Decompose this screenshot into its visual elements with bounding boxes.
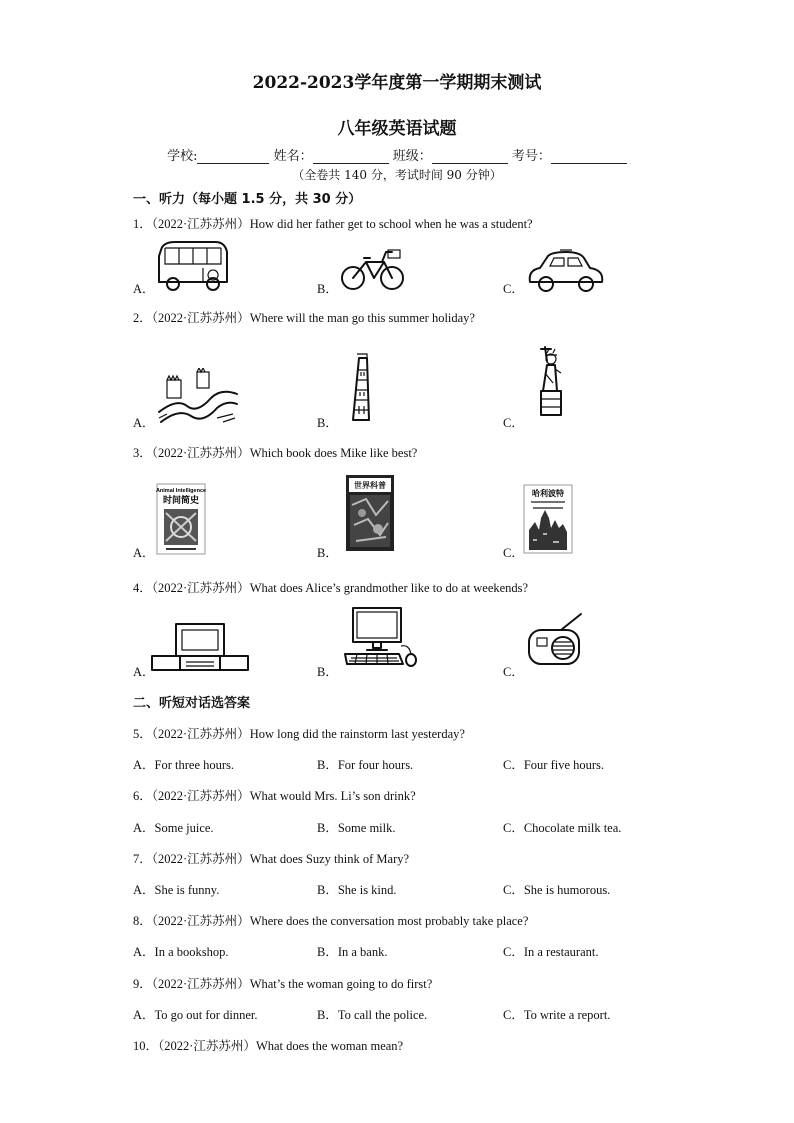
- option-letter: A．: [133, 758, 155, 772]
- book-1-title-en: Animal Intelligence: [156, 488, 206, 494]
- book-3-title: 哈利波特: [532, 489, 564, 498]
- option-text: Chocolate milk tea.: [523, 821, 622, 835]
- option-b-label[interactable]: B．: [317, 665, 338, 679]
- option-text: Some juice.: [154, 821, 214, 835]
- option-a-label[interactable]: A．: [133, 665, 155, 679]
- question-source: （2022·江苏苏州）: [151, 446, 250, 460]
- option-a[interactable]: [133, 755, 234, 773]
- option-b[interactable]: [317, 1005, 427, 1023]
- option-text: She is funny.: [154, 883, 220, 897]
- car-icon: [526, 248, 606, 294]
- option-b[interactable]: [317, 942, 387, 960]
- option-letter: B．: [317, 758, 338, 772]
- question-text: Where will the man go this summer holiday?: [249, 311, 475, 325]
- question-2: [133, 308, 475, 326]
- question-1: [133, 214, 533, 232]
- option-letter: A．: [133, 821, 155, 835]
- question-6: [133, 786, 416, 804]
- question-text: How long did the rainstorm last yesterday?: [249, 727, 465, 741]
- exam-subtitle: 八年级英语试题: [337, 119, 457, 139]
- option-letter: B．: [317, 945, 338, 959]
- option-a-label[interactable]: A．: [133, 546, 155, 560]
- option-text: Some milk.: [337, 821, 396, 835]
- option-a-label[interactable]: A．: [133, 416, 155, 430]
- option-text: Four five hours.: [523, 758, 605, 772]
- school-field[interactable]: [197, 149, 269, 164]
- leaning-tower-icon: [345, 352, 373, 422]
- section-title-dialogues: 二、听短对话选答案: [133, 696, 251, 711]
- question-number: 8．: [133, 914, 152, 928]
- question-9: [133, 974, 432, 992]
- question-source: （2022·江苏苏州）: [151, 852, 250, 866]
- question-text: Where does the conversation most probably take place?: [249, 914, 529, 928]
- exam-note: （全卷共 140 分，考试时间 90 分钟）: [292, 168, 502, 182]
- question-text: What does Suzy think of Mary?: [249, 852, 410, 866]
- option-c-label[interactable]: C．: [503, 546, 524, 560]
- option-letter: A．: [133, 883, 155, 897]
- question-number: 2．: [133, 311, 152, 325]
- question-text: What’s the woman going to do first?: [249, 977, 433, 991]
- great-wall-icon: [157, 368, 239, 424]
- option-text: In a bookshop.: [154, 945, 229, 959]
- question-text: What would Mrs. Li’s son drink?: [249, 789, 416, 803]
- option-a[interactable]: [133, 1005, 257, 1023]
- question-7: [133, 849, 409, 867]
- question-source: （2022·江苏苏州）: [151, 977, 250, 991]
- option-letter: B．: [317, 821, 338, 835]
- option-text: To write a report.: [523, 1008, 611, 1022]
- option-b[interactable]: [317, 818, 396, 836]
- class-label: 班级：: [392, 149, 432, 164]
- school-label: 学校:: [167, 149, 198, 164]
- radio-icon: [525, 612, 585, 668]
- option-letter: A．: [133, 945, 155, 959]
- question-source: （2022·江苏苏州）: [151, 581, 250, 595]
- question-number: 4．: [133, 581, 152, 595]
- question-5: [133, 724, 465, 742]
- option-text: In a restaurant.: [523, 945, 599, 959]
- option-text: For three hours.: [154, 758, 235, 772]
- option-text: She is kind.: [337, 883, 397, 897]
- bicycle-icon: [340, 246, 406, 292]
- question-source: （2022·江苏苏州）: [151, 727, 250, 741]
- question-3: [133, 443, 417, 461]
- question-10: [133, 1036, 403, 1054]
- student-info-line: [0, 145, 794, 164]
- question-text: What does Alice’s grandmother like to do at weekends?: [249, 581, 529, 595]
- question-text: How did her father get to school when he was a student?: [249, 217, 533, 231]
- option-text: For four hours.: [337, 758, 414, 772]
- option-letter: C．: [503, 758, 524, 772]
- question-number: 1．: [133, 217, 152, 231]
- option-letter: C．: [503, 883, 524, 897]
- exam-number-field[interactable]: [551, 149, 627, 164]
- question-text: Which book does Mike like best?: [249, 446, 418, 460]
- question-8: [133, 911, 528, 929]
- option-c[interactable]: [503, 755, 604, 773]
- book-cover-castle-icon: [523, 484, 573, 554]
- class-field[interactable]: [432, 149, 508, 164]
- option-b[interactable]: [317, 880, 397, 898]
- option-text: She is humorous.: [523, 883, 611, 897]
- option-c-label[interactable]: C．: [503, 665, 524, 679]
- option-a[interactable]: [133, 880, 219, 898]
- question-4: [133, 578, 528, 596]
- question-number: 5．: [133, 727, 152, 741]
- option-b-label[interactable]: B．: [317, 416, 338, 430]
- bus-icon: [155, 238, 231, 294]
- option-c[interactable]: [503, 1005, 610, 1023]
- option-letter: C．: [503, 1008, 524, 1022]
- book-1-title-cn: 时间简史: [162, 496, 200, 506]
- option-c-label[interactable]: C．: [503, 416, 524, 430]
- option-text: To call the police.: [337, 1008, 428, 1022]
- exam-title: 2022-2023学年度第一学期期末测试: [252, 73, 542, 93]
- section-title-listening: 一、听力（每小题 1.5 分，共 30 分）: [133, 192, 362, 207]
- option-letter: B．: [317, 1008, 338, 1022]
- book-cover-history-icon: [156, 483, 206, 555]
- option-c[interactable]: [503, 942, 598, 960]
- computer-icon: [343, 606, 419, 668]
- name-label: 姓名：: [273, 149, 313, 164]
- question-number: 6．: [133, 789, 152, 803]
- question-number: 7．: [133, 852, 152, 866]
- option-text: In a bank.: [337, 945, 388, 959]
- tv-icon: [150, 620, 250, 672]
- option-c[interactable]: [503, 818, 621, 836]
- option-letter: C．: [503, 945, 524, 959]
- option-b[interactable]: [317, 755, 413, 773]
- option-text: To go out for dinner.: [154, 1008, 258, 1022]
- question-source: （2022·江苏苏州）: [151, 914, 250, 928]
- option-b-label[interactable]: B．: [317, 546, 338, 560]
- option-c-label[interactable]: C．: [503, 282, 524, 296]
- book-2-title: 世界科普: [354, 481, 386, 490]
- question-text: What does the woman mean?: [255, 1039, 404, 1053]
- question-source: （2022·江苏苏州）: [151, 789, 250, 803]
- exam-number-label: 考号：: [511, 149, 551, 164]
- question-source: （2022·江苏苏州）: [151, 311, 250, 325]
- name-field[interactable]: [313, 149, 389, 164]
- question-number: 10．: [133, 1039, 159, 1053]
- option-letter: C．: [503, 821, 524, 835]
- book-cover-illustrated-icon: [346, 475, 394, 551]
- option-c[interactable]: [503, 880, 610, 898]
- option-b-label[interactable]: B．: [317, 282, 338, 296]
- option-a[interactable]: [133, 818, 214, 836]
- question-number: 9．: [133, 977, 152, 991]
- question-source: （2022·江苏苏州）: [158, 1039, 256, 1053]
- statue-of-liberty-icon: [527, 343, 587, 419]
- option-a[interactable]: [133, 942, 228, 960]
- option-a-label[interactable]: A．: [133, 282, 155, 296]
- option-letter: B．: [317, 883, 338, 897]
- option-letter: A．: [133, 1008, 155, 1022]
- question-source: （2022·江苏苏州）: [151, 217, 250, 231]
- question-number: 3．: [133, 446, 152, 460]
